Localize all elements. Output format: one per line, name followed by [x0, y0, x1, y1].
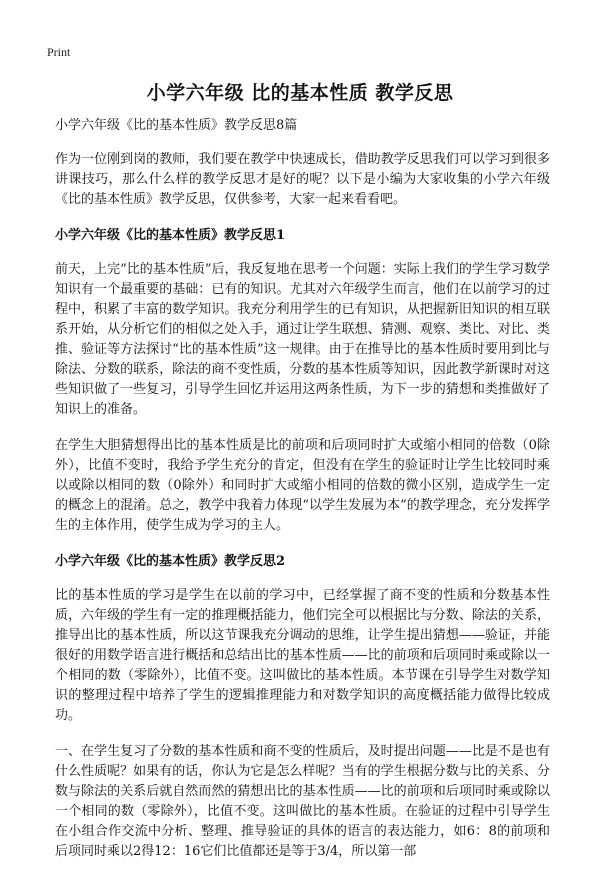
section-heading: 小学六年级《比的基本性质》教学反思1: [55, 228, 286, 243]
section-heading: 小学六年级《比的基本性质》教学反思2: [55, 554, 286, 569]
section-paragraph: 前天，上完“比的基本性质”后，我反复地在思考一个问题：实际上我们的学生学习数学知识有一个最重要的基础：已有的知识。尤其对六年级学生而言，他们在以前学习的过程中，积累了丰富的数学知识。我充分利用学生的已有知识，从把握新旧知识的相互联系开始，从分析它们的相似之处入手，通过让学生联想、猜测、观察、类比、对比、类推、验证等方法探讨“比的基本性质”这一规律。由于在推导比的基本性质时要用到比与除法、分数的联系，除法的商不变性质，分数的基本性质等知识，因此教学新课时对这些知识做了一些复习，引导学生回忆并运用这两条性质，为下一步的猜想和类推做好了知识上的准备。: [55, 262, 550, 417]
section-2: [55, 552, 550, 862]
article-body: [55, 116, 550, 878]
section-1: [55, 226, 550, 536]
article-subtitle: 小学六年级《比的基本性质》教学反思8篇: [55, 118, 298, 133]
print-link[interactable]: Print: [47, 45, 71, 59]
section-paragraph: 一、在学生复习了分数的基本性质和商不变的性质后，及时提出问题——比是不是也有什么性质呢？如果有的话，你认为它是怎么样呢？当有的学生根据分数与比的关系、分数与除法的关系后就自然而然的猜想出比的基本性质——比的前项和后项同时乘或除以一个相同的数（零除外），比值不变。这叫做比的基本性质。在验证的过程中引导学生在小组合作交流中分析、整理、推导验证的具体的语言的表达能力，如6：8的前项和后项同时乘以2得12：16它们比值都还是等于3/4，所以第一部: [55, 744, 550, 859]
intro-paragraph: 作为一位刚到岗的教师，我们要在教学中快速成长，借助教学反思我们可以学习到很多讲课技巧，那么什么样的教学反思才是好的呢？以下是小编为大家收集的小学六年级《比的基本性质》教学反思，仅供参考，大家一起来看看吧。: [55, 152, 550, 207]
page-title: 小学六年级 比的基本性质 教学反思: [146, 82, 454, 104]
section-paragraph: 在学生大胆猜想得出比的基本性质是比的前项和后项同时扩大或缩小相同的倍数（0除外），比值不变时，我给予学生充分的肯定，但没有在学生的验证时让学生比较同时乘以或除以相同的数（0除外）和同时扩大或缩小相同的倍数的微小区别，造成学生一定的概念上的混淆。总之，教学中我着力体现“以学生发展为本”的教学理念，充分发挥学生的主体作用，使学生成为学习的主人。: [55, 438, 550, 533]
section-paragraph: 比的基本性质的学习是学生在以前的学习中，已经掌握了商不变的性质和分数基本性质，六年级的学生有一定的推理概括能力，他们完全可以根据比与分数、除法的关系，推导出比的基本性质，所以这节课我充分调动的思维，让学生提出猜想——验证，并能很好的用数学语言进行概括和总结出比的基本性质——比的前项和后项同时乘或除以一个相同的数（零除外），比值不变。这叫做比的基本性质。本节课在引导学生对数学知识的整理过程中培养了学生的逻辑推理能力和对数学知识的高度概括能力做得比较成功。: [55, 588, 550, 723]
